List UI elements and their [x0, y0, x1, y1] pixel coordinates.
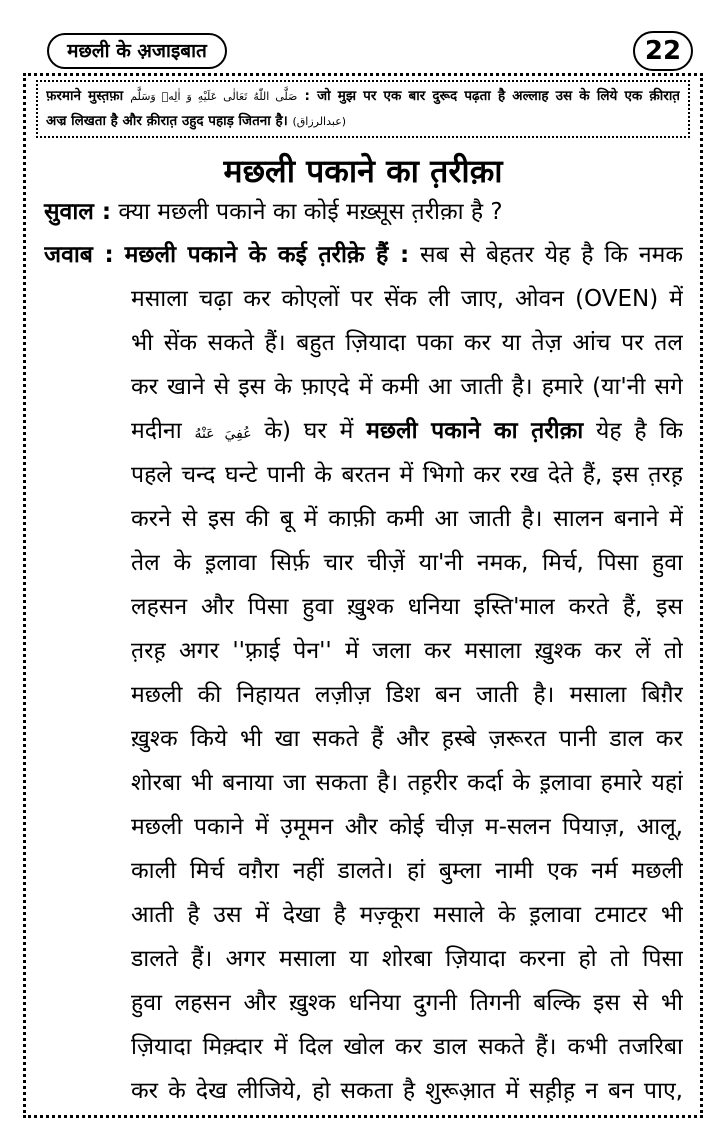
answer-line: शोरबा भी बनाया जा सकता है। तह़रीर कर्दा के इ़लावा हमारे यहां — [131, 770, 683, 796]
answer-label: जवाब : — [44, 242, 114, 268]
page-heading: मछली पकाने का त़रीक़ा — [223, 152, 503, 190]
question-label: सुवाल : — [44, 199, 112, 225]
answer-line: करने से इस की बू में काफ़ी कमी आ जाती है। सालन बनाने में — [131, 506, 683, 532]
line5-bold-phrase: मछली पकाने का त़रीक़ा — [366, 418, 584, 444]
answer-line: काली मिर्च वग़ैरा नहीं डालते। हां बुम्ला नामी एक नर्म मछली — [131, 858, 683, 884]
answer-line: तेल के इ़लावा सिर्फ़ चार चीज़ें या'नी नमक, मिर्च, पिसा हुवा — [131, 550, 683, 576]
hadith-label: फ़रमाने मुस्त़फ़ा — [46, 88, 124, 104]
line5-after: येह है कि — [596, 418, 683, 444]
hadith-text-line1: : जो मुझ पर एक बार दुरूद पढ़ता है अल्लाह उस के लिये एक क़ीरात़ — [304, 88, 680, 104]
answer-line: आती है उस में देखा है मज़्कूरा मसाले के इ़लावा टमाटर भी — [131, 902, 683, 928]
hadith-line-1 — [46, 84, 680, 109]
answer-line-1 — [44, 233, 683, 277]
line5-arabic: عُفِيَ عَنْهُ — [194, 426, 252, 442]
hadith-text-line2: अज्र लिखता है और क़ीरात़ उहुद पहाड़ जितना है। — [46, 113, 288, 129]
answer-line: मछली की निहायत लज़ीज़ डिश बन जाती है। मसाला बिग़ैर — [131, 682, 683, 708]
answer-line: मछली पकाने में उ़मूमन और कोई चीज़ म-सलन पियाज़, आलू, — [131, 814, 683, 840]
salutation-arabic: صَلَّى اللّٰهُ تَعَالٰى عَلَيْهِ وَ اٰلِهٖ وَسَلَّم — [130, 90, 298, 103]
book-title: मछली के अ़जाइबात — [47, 33, 227, 69]
answer-line: कर के देख लीजिये, हो सकता है शुरूआ़त में सह़ीह़ न बन पाए, — [131, 1078, 683, 1104]
hadith-source: (عبدالرزاق) — [292, 115, 347, 128]
answer-line: पहले चन्द घन्टे पानी के बरतन में भिगो कर रख देते हैं, इस त़रह़ — [131, 462, 683, 488]
answer-line: डालते हैं। अगर मसाला या शोरबा ज़ियादा करना हो तो पिसा — [131, 946, 683, 972]
answer-line: भी सेंक सकते हैं। बहुत ज़ियादा पका कर या तेज़ आंच पर तल — [131, 330, 683, 356]
answer-line: त़रह़ अगर ''फ़्राई पेन'' में जला कर मसाला ख़ुश्क कर लें तो — [131, 638, 683, 664]
question-text: क्या मछली पकाने का कोई मख़्सूस त़रीक़ा है ? — [118, 199, 503, 225]
answer-line: लहसन और पिसा हुवा ख़ुश्क धनिया इस्ति'माल करते हैं, इस — [131, 594, 683, 620]
answer-line: हुवा लहसन और ख़ुश्क धनिया दुगनी तिगनी बल्कि इस से भी — [131, 990, 683, 1016]
answer-first-bold: मछली पकाने के कई त़रीक़े हैं : — [124, 242, 410, 268]
answer-first-rest: सब से बेहतर येह है कि नमक — [420, 242, 683, 268]
answer-line — [131, 409, 683, 453]
answer-line: ख़ुश्क किये भी खा सकते हैं और ह़स्बे ज़रूरत पानी डाल कर — [131, 726, 683, 752]
answer-line: ज़ियादा मिक़्दार में दिल खोल कर डाल सकते हैं। कभी तजरिबा — [131, 1034, 683, 1060]
hadith-line-2 — [46, 109, 680, 134]
line5-before: मदीना — [131, 418, 182, 444]
question-row — [44, 194, 684, 231]
page-number: 22 — [633, 31, 693, 71]
hadith-box — [36, 80, 690, 138]
line5-mid: के) घर में — [264, 418, 354, 444]
answer-line: कर खाने से इस के फ़ाएदे में कमी आ जाती है। हमारे (या'नी सगे — [131, 374, 683, 400]
answer-line: मसाला चढ़ा कर कोएलों पर सेंक ली जाए, ओवन (OVEN) में — [131, 286, 683, 312]
